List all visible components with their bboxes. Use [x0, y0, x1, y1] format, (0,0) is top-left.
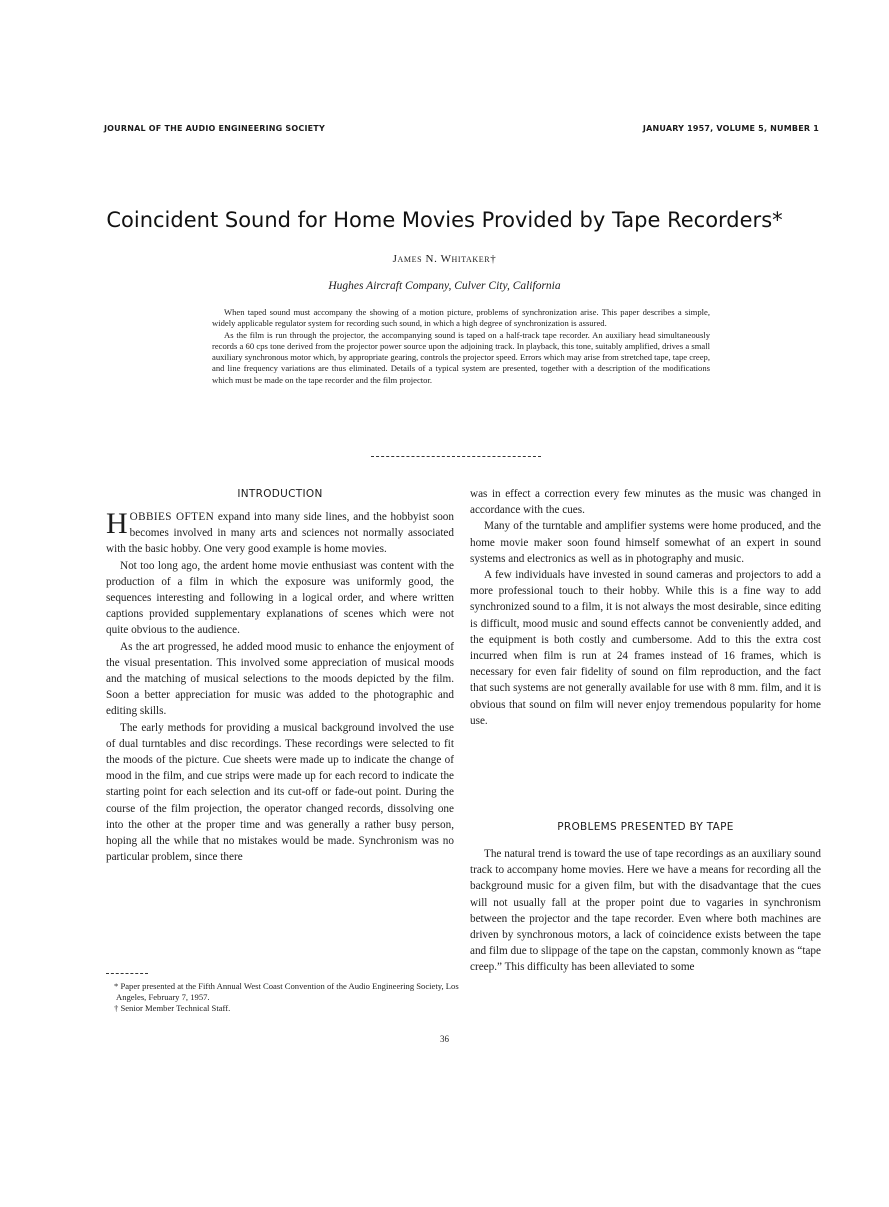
- abstract-paragraph: When taped sound must accompany the showing of a motion picture, problems of synchronization arise. This paper describes a simple, widely applicable regulator system for recording such sound, in which a high degree of synchronization is assured.: [212, 307, 710, 329]
- section-divider: [371, 456, 541, 457]
- right-column-continued: [470, 846, 821, 976]
- footnote: † Senior Member Technical Staff.: [114, 1003, 231, 1013]
- body-paragraph: [106, 509, 454, 558]
- article-title: Coincident Sound for Home Movies Provided by Tape Recorders*: [106, 208, 783, 232]
- footnote: * Paper presented at the Fifth Annual West Coast Convention of the Audio Engineering Society, Los Angeles, February 7, 1957.: [114, 981, 459, 1002]
- journal-name: JOURNAL OF THE AUDIO ENGINEERING SOCIETY: [104, 124, 325, 133]
- page-number: 36: [440, 1034, 449, 1044]
- lead-in-text: OBBIES OFTEN: [129, 511, 215, 523]
- footnote-rule: [106, 973, 148, 974]
- left-column: [106, 509, 454, 865]
- body-paragraph: was in effect a correction every few minutes as the music was changed in accordance with the cues.: [470, 488, 821, 517]
- right-column: [470, 486, 821, 729]
- body-paragraph: The early methods for providing a musical background involved the use of dual turntables and disc recordings. These recordings were selected to fit the moods of the picture. Cue sheets were made up to indicate the change of mood in the film, and cue strips were made up for each record to indicate the starting point for each selection and its cut-off or fade-out point. During the course of the film projection, the operator changed records, dissolving one into the other at the proper time and was generally a rather busy person, hoping all the while that no mistakes would be made. Synchronism was no particular problem, since there: [106, 721, 454, 864]
- section-heading-problems: PROBLEMS PRESENTED BY TAPE: [557, 821, 734, 833]
- footnotes: [106, 981, 466, 1014]
- section-heading-introduction: INTRODUCTION: [237, 488, 323, 500]
- body-paragraph: A few individuals have invested in sound cameras and projectors to add a more professional touch to their hobby. While this is a fine way to add synchronized sound to a film, it is not always the most desirable, since editing is difficult, mood music and sound effects cannot be conveniently added, and the equipment is both costly and cumbersome. Add to this the extra cost incurred when film is run at 24 frames instead of 16 frames, which is necessary for even fair fidelity of sound on film reproduction, and the fact that such systems are not generally available for use with 8 mm. film, and it is obvious that sound on film will never enjoy tremendous popularity for home use.: [470, 569, 821, 727]
- body-paragraph: The natural trend is toward the use of tape recordings as an auxiliary sound track to accompany home movies. Here we have a means for recording all the background music for a given film, but with the disadvantage that the cues will not usually fall at the proper point due to vagaries in synchronism between the projector and the tape recorder. Even where both machines are driven by synchronous motors, a lack of coincidence exists between the tape and film due to slippage of the tape on the capstan, commonly known as “tape creep.” This difficulty has been alleviated to some: [470, 848, 821, 974]
- body-paragraph: Many of the turntable and amplifier systems were home produced, and the home movie maker soon found himself somewhat of an expert in sound systems and electronics as well as in photography and music.: [470, 520, 821, 565]
- paragraph-text: expand into many side lines, and the hobbyist soon becomes involved in many arts and sciences not normally associated with the basic hobby. One very good example is home movies.: [106, 511, 454, 556]
- body-paragraph: Not too long ago, the ardent home movie enthusiast was content with the production of a film in which the exposure was uniformly good, the sequences interesting and following in a logical order, and where written captions provided supplementary explanations of scenes which were not quite obvious to the audience.: [106, 559, 454, 637]
- abstract-paragraph: As the film is run through the projector, the accompanying sound is taped on a half-track tape recorder. An auxiliary head simultaneously records a 60 cps tone derived from the projector power source upon the adjoining track. In playback, this tone, suitably amplified, drives a small auxiliary synchronous motor which, by appropriate gearing, controls the projector speed. Errors which may arise from stretched tape, tape creep, and line frequency variations are thus eliminated. Details of a typical system are presented, together with a description of the modifications which must be made on the tape recorder and the film projector.: [212, 329, 710, 385]
- issue-info: JANUARY 1957, VOLUME 5, NUMBER 1: [642, 124, 819, 133]
- body-paragraph: As the art progressed, he added mood music to enhance the enjoyment of the visual presentation. This involved some appreciation of musical moods and the matching of musical selections to the moods depicted by the film. Soon a better appreciation for music was added to the photographic and editing skills.: [106, 640, 454, 718]
- author-affiliation: Hughes Aircraft Company, Culver City, California: [328, 280, 561, 292]
- abstract: [212, 307, 710, 386]
- drop-cap: H: [106, 507, 128, 540]
- author-name: James N. Whitaker†: [392, 253, 497, 265]
